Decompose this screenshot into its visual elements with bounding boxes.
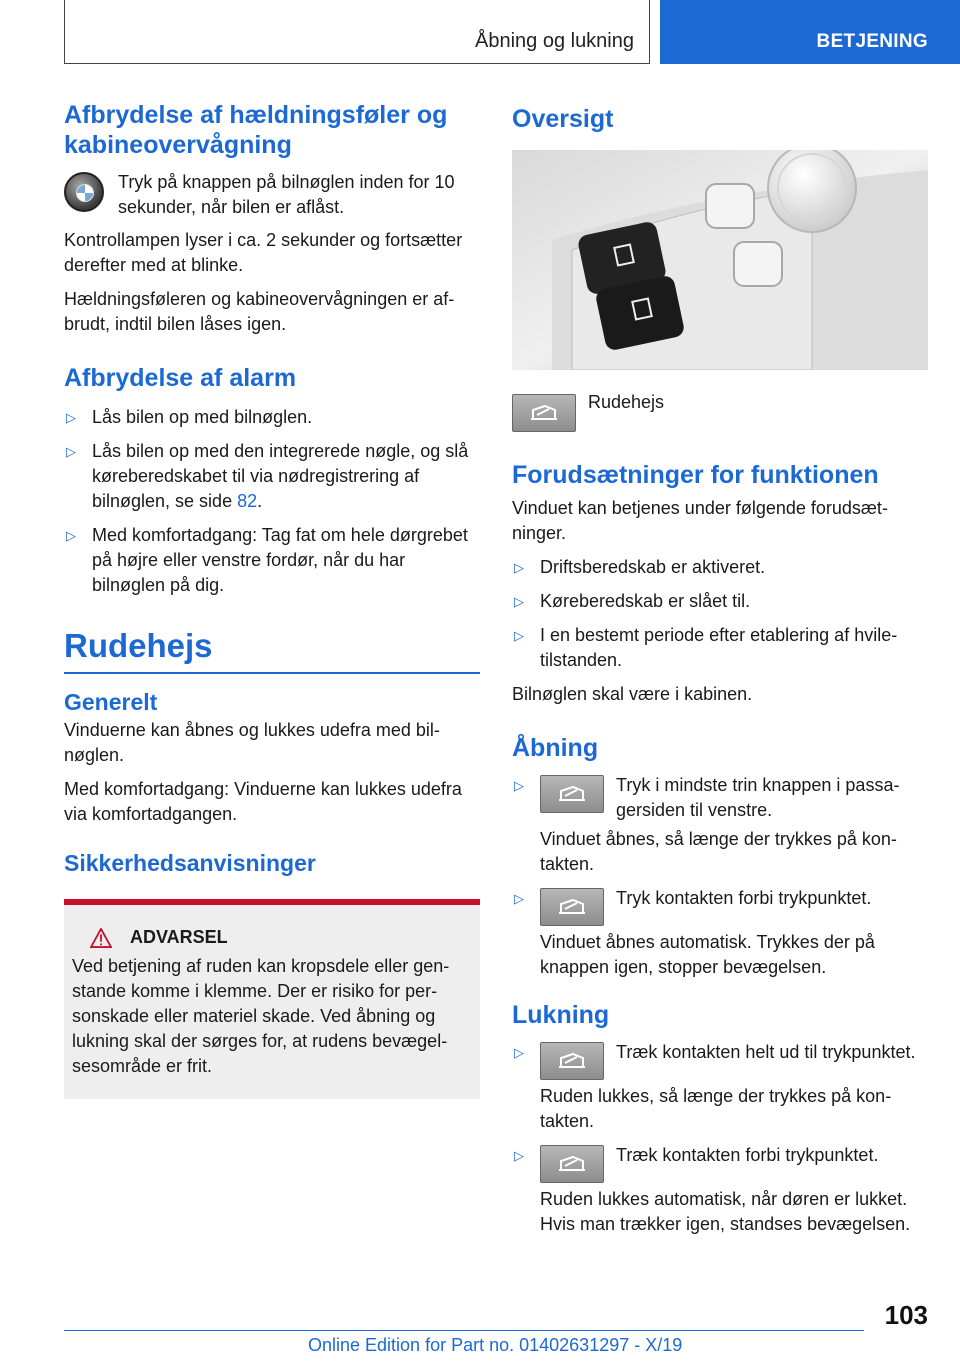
- list-item: ▷ Med komfortadgang: Tag fat om hele dørgrebet på højre eller venstre fordør, når du har bilnøglen på dig.: [66, 525, 468, 595]
- triangle-right-icon: ▷: [514, 560, 524, 575]
- bmw-key-icon: [64, 172, 104, 212]
- text-key-inside: Bilnøglen skal være i kabinen.: [512, 684, 753, 704]
- header-section-title: Åbning og lukning: [474, 30, 634, 52]
- icon-caption: Rudehejs: [588, 392, 665, 412]
- window-switch-icon: [540, 1042, 604, 1080]
- alarm-list: [64, 405, 480, 598]
- triangle-right-icon: ▷: [514, 628, 524, 643]
- page-link[interactable]: 82: [237, 491, 258, 511]
- footer-divider: [64, 1330, 864, 1331]
- left-column: [64, 100, 480, 1099]
- heading-safety: Sikkerhedsanvisninger: [64, 850, 316, 876]
- closing-list: [512, 1040, 928, 1237]
- list-item: ▷ Køreberedskab er slået til.: [512, 589, 928, 614]
- warning-title: ADVARSEL: [130, 927, 228, 947]
- triangle-right-icon: ▷: [514, 594, 524, 609]
- text-prerequisites: Vinduet kan betjenes under følgende forudsætninger.: [512, 498, 888, 543]
- triangle-right-icon: ▷: [66, 528, 76, 543]
- list-item: ▷ Træk kontakten helt ud til trykpunktet. Ruden lukkes, så længe der trykkes på kontakten.: [514, 1042, 916, 1131]
- chapter-title: Rudehejs: [64, 627, 213, 664]
- footer-edition: Online Edition for Part no. 01402631297 - X/19: [308, 1335, 683, 1355]
- key-instruction: [64, 172, 480, 220]
- heading-alarm: Afbrydelse af alarm: [64, 364, 297, 392]
- warning-header: [72, 927, 472, 948]
- heading-prerequisites: Forudsætninger for funktionen: [512, 461, 879, 489]
- window-switch-icon: [540, 775, 604, 813]
- right-column: [512, 100, 928, 1246]
- warning-triangle-icon: [90, 928, 112, 948]
- list-item: ▷ Lås bilen op med den integrerede nøgle, og slå køreberedskabet til via nødregistrering af bilnøglen, se side 82.: [66, 441, 469, 511]
- header-chapter-label: BETJENING: [816, 31, 928, 52]
- triangle-right-icon: ▷: [66, 444, 76, 459]
- header-chapter-tab: [660, 0, 960, 64]
- list-item: ▷ Tryk i mindste trin knappen i passagersiden til venstre. Vinduet åbnes, så længe der trykkes på kontakten.: [514, 775, 900, 874]
- page-number: 103: [884, 1300, 928, 1330]
- chapter-divider: [64, 672, 480, 674]
- opening-list: [512, 773, 928, 980]
- triangle-right-icon: ▷: [514, 1045, 524, 1060]
- triangle-right-icon: ▷: [514, 891, 524, 906]
- text-general-1: Vinduerne kan åbnes og lukkes udefra med bilnøglen.: [64, 720, 440, 765]
- heading-general: Generelt: [64, 689, 158, 715]
- list-item: ▷ Lås bilen op med bilnøglen.: [64, 405, 480, 430]
- triangle-right-icon: ▷: [514, 778, 524, 793]
- window-switch-photo: [512, 150, 928, 370]
- triangle-right-icon: ▷: [66, 410, 76, 425]
- triangle-right-icon: ▷: [514, 1148, 524, 1163]
- heading-interrupt-sensor: Afbrydelse af hældningsføler og kabineovervågning: [64, 101, 448, 159]
- heading-opening: Åbning: [512, 734, 599, 762]
- prerequisite-list: [512, 555, 928, 673]
- icon-legend: [512, 392, 928, 432]
- list-item: ▷ Driftsberedskab er aktiveret.: [512, 555, 928, 580]
- heading-closing: Lukning: [512, 1001, 610, 1029]
- window-switch-icon: [512, 394, 576, 432]
- window-switch-illustration: [512, 150, 928, 370]
- window-switch-icon: [540, 1145, 604, 1183]
- text-lamp: Kontrollampen lyser i ca. 2 sekunder og fortsætter derefter med at blinke.: [64, 230, 463, 275]
- window-switch-icon: [540, 888, 604, 926]
- heading-overview: Oversigt: [512, 105, 614, 133]
- list-item: ▷ Træk kontakten forbi trykpunktet. Ruden lukkes automatisk, når døren er lukket. Hvis man trækker igen, standses bevægelsen.: [514, 1145, 911, 1234]
- text-general-2: Med komfortadgang: Vinduerne kan lukkes udefra via komfortadgangen.: [64, 779, 462, 824]
- list-item: ▷ Tryk kontakten forbi trykpunktet. Vinduet åbnes automatisk. Trykkes der på knappen igen, stopper bevægelsen.: [514, 888, 875, 977]
- list-item: ▷ I en bestemt periode efter etablering af hviletilstanden.: [514, 625, 898, 670]
- text-key-press: Tryk på knappen på bilnøglen inden for 10 sekunder, når bilen er aflåst.: [118, 172, 455, 217]
- text-sensor: Hældningsføleren og kabineovervågningen er afbrudt, indtil bilen låses igen.: [64, 289, 455, 334]
- warning-text: Ved betjening af ruden kan kropsdele eller genstande komme i klemme. Der er risiko for personskade eller materiel skade. Ved åbning og lukning skal der sørges for, at rudens bevægelsesområde er frit.: [72, 956, 450, 1076]
- warning-box: [64, 899, 480, 1099]
